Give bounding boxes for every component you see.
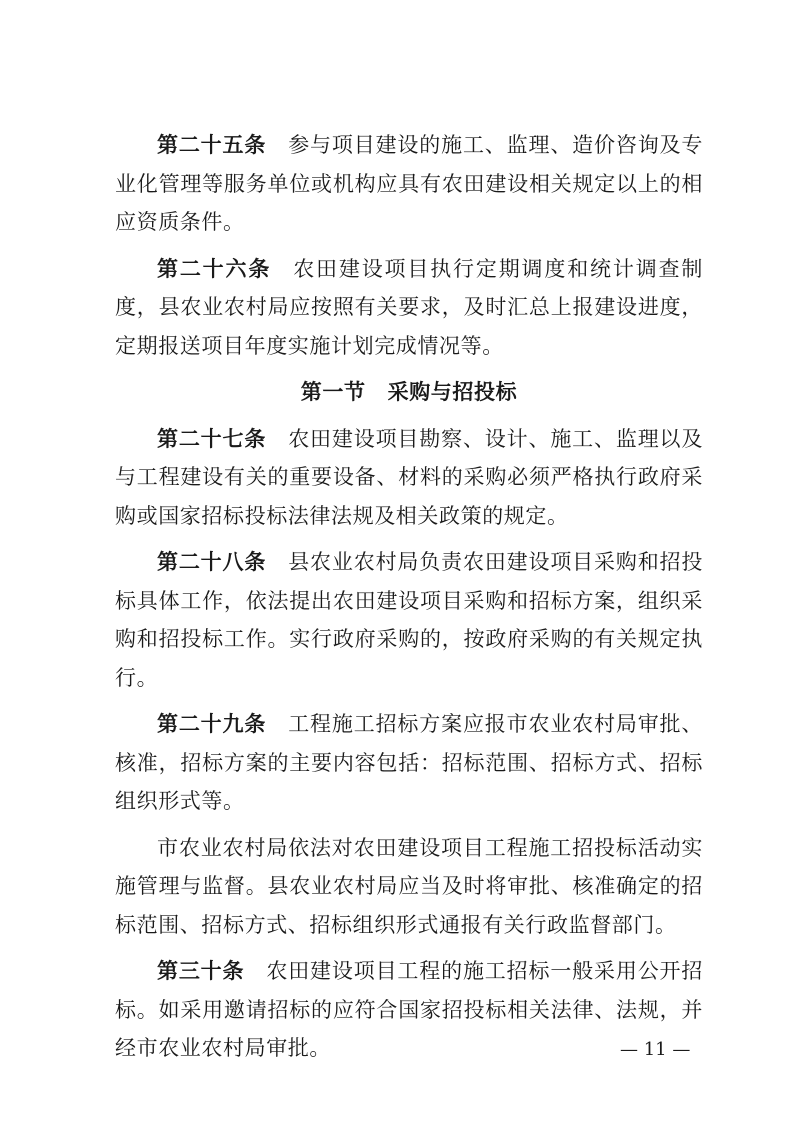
article-30-text: 农田建设项目工程的施工招标一般采用公开招标。如采用邀请招标的应符合国家招投标相关法律、法规，并经市农业农村局审批。 (115, 959, 703, 1060)
page-number: — 11 — (620, 1039, 691, 1060)
section-number: 第一节 (300, 380, 366, 404)
article-29 (115, 705, 703, 821)
article-30-title: 第三十条 (157, 959, 245, 983)
article-25 (115, 126, 703, 242)
article-28 (115, 543, 703, 697)
article-27-text: 农田建设项目勘察、设计、施工、监理以及与工程建设有关的重要设备、材料的采购必须严格执行政府采购或国家招标投标法律法规及相关政策的规定。 (115, 426, 703, 528)
article-27-title: 第二十七条 (157, 426, 267, 451)
article-26 (115, 250, 703, 366)
article-28-text: 县农业农村局负责农田建设项目采购和招投标具体工作，依法提出农田建设项目采购和招标方案，组织采购和招投标工作。实行政府采购的，按政府采购的有关规定执行。 (115, 550, 703, 690)
section-heading (115, 373, 703, 412)
document-body (115, 126, 703, 1076)
article-29-title: 第二十九条 (157, 712, 267, 736)
article-25-text: 参与项目建设的施工、监理、造价咨询及专业化管理等服务单位或机构应具有农田建设相关规定以上的相应资质条件。 (115, 133, 703, 234)
article-25-title: 第二十五条 (157, 133, 267, 157)
article-26-title: 第二十六条 (157, 256, 272, 281)
article-27 (115, 420, 703, 536)
article-29-paragraph-2-text: 市农业农村局依法对农田建设项目工程施工招投标活动实施管理与监督。县农业农村局应当及时将审批、核准确定的招标范围、招标方式、招标组织形式通报有关行政监督部门。 (115, 835, 703, 937)
article-30 (115, 952, 703, 1068)
article-26-text: 农田建设项目执行定期调度和统计调查制度，县农业农村局应按照有关要求，及时汇总上报建设进度，定期报送项目年度实施计划完成情况等。 (115, 256, 703, 358)
article-29-text: 工程施工招标方案应报市农业农村局审批、核准，招标方案的主要内容包括：招标范围、招标方式、招标组织形式等。 (115, 712, 703, 813)
article-29-paragraph-2 (115, 829, 703, 945)
section-name: 采购与招投标 (387, 380, 518, 404)
article-28-title: 第二十八条 (157, 550, 267, 574)
